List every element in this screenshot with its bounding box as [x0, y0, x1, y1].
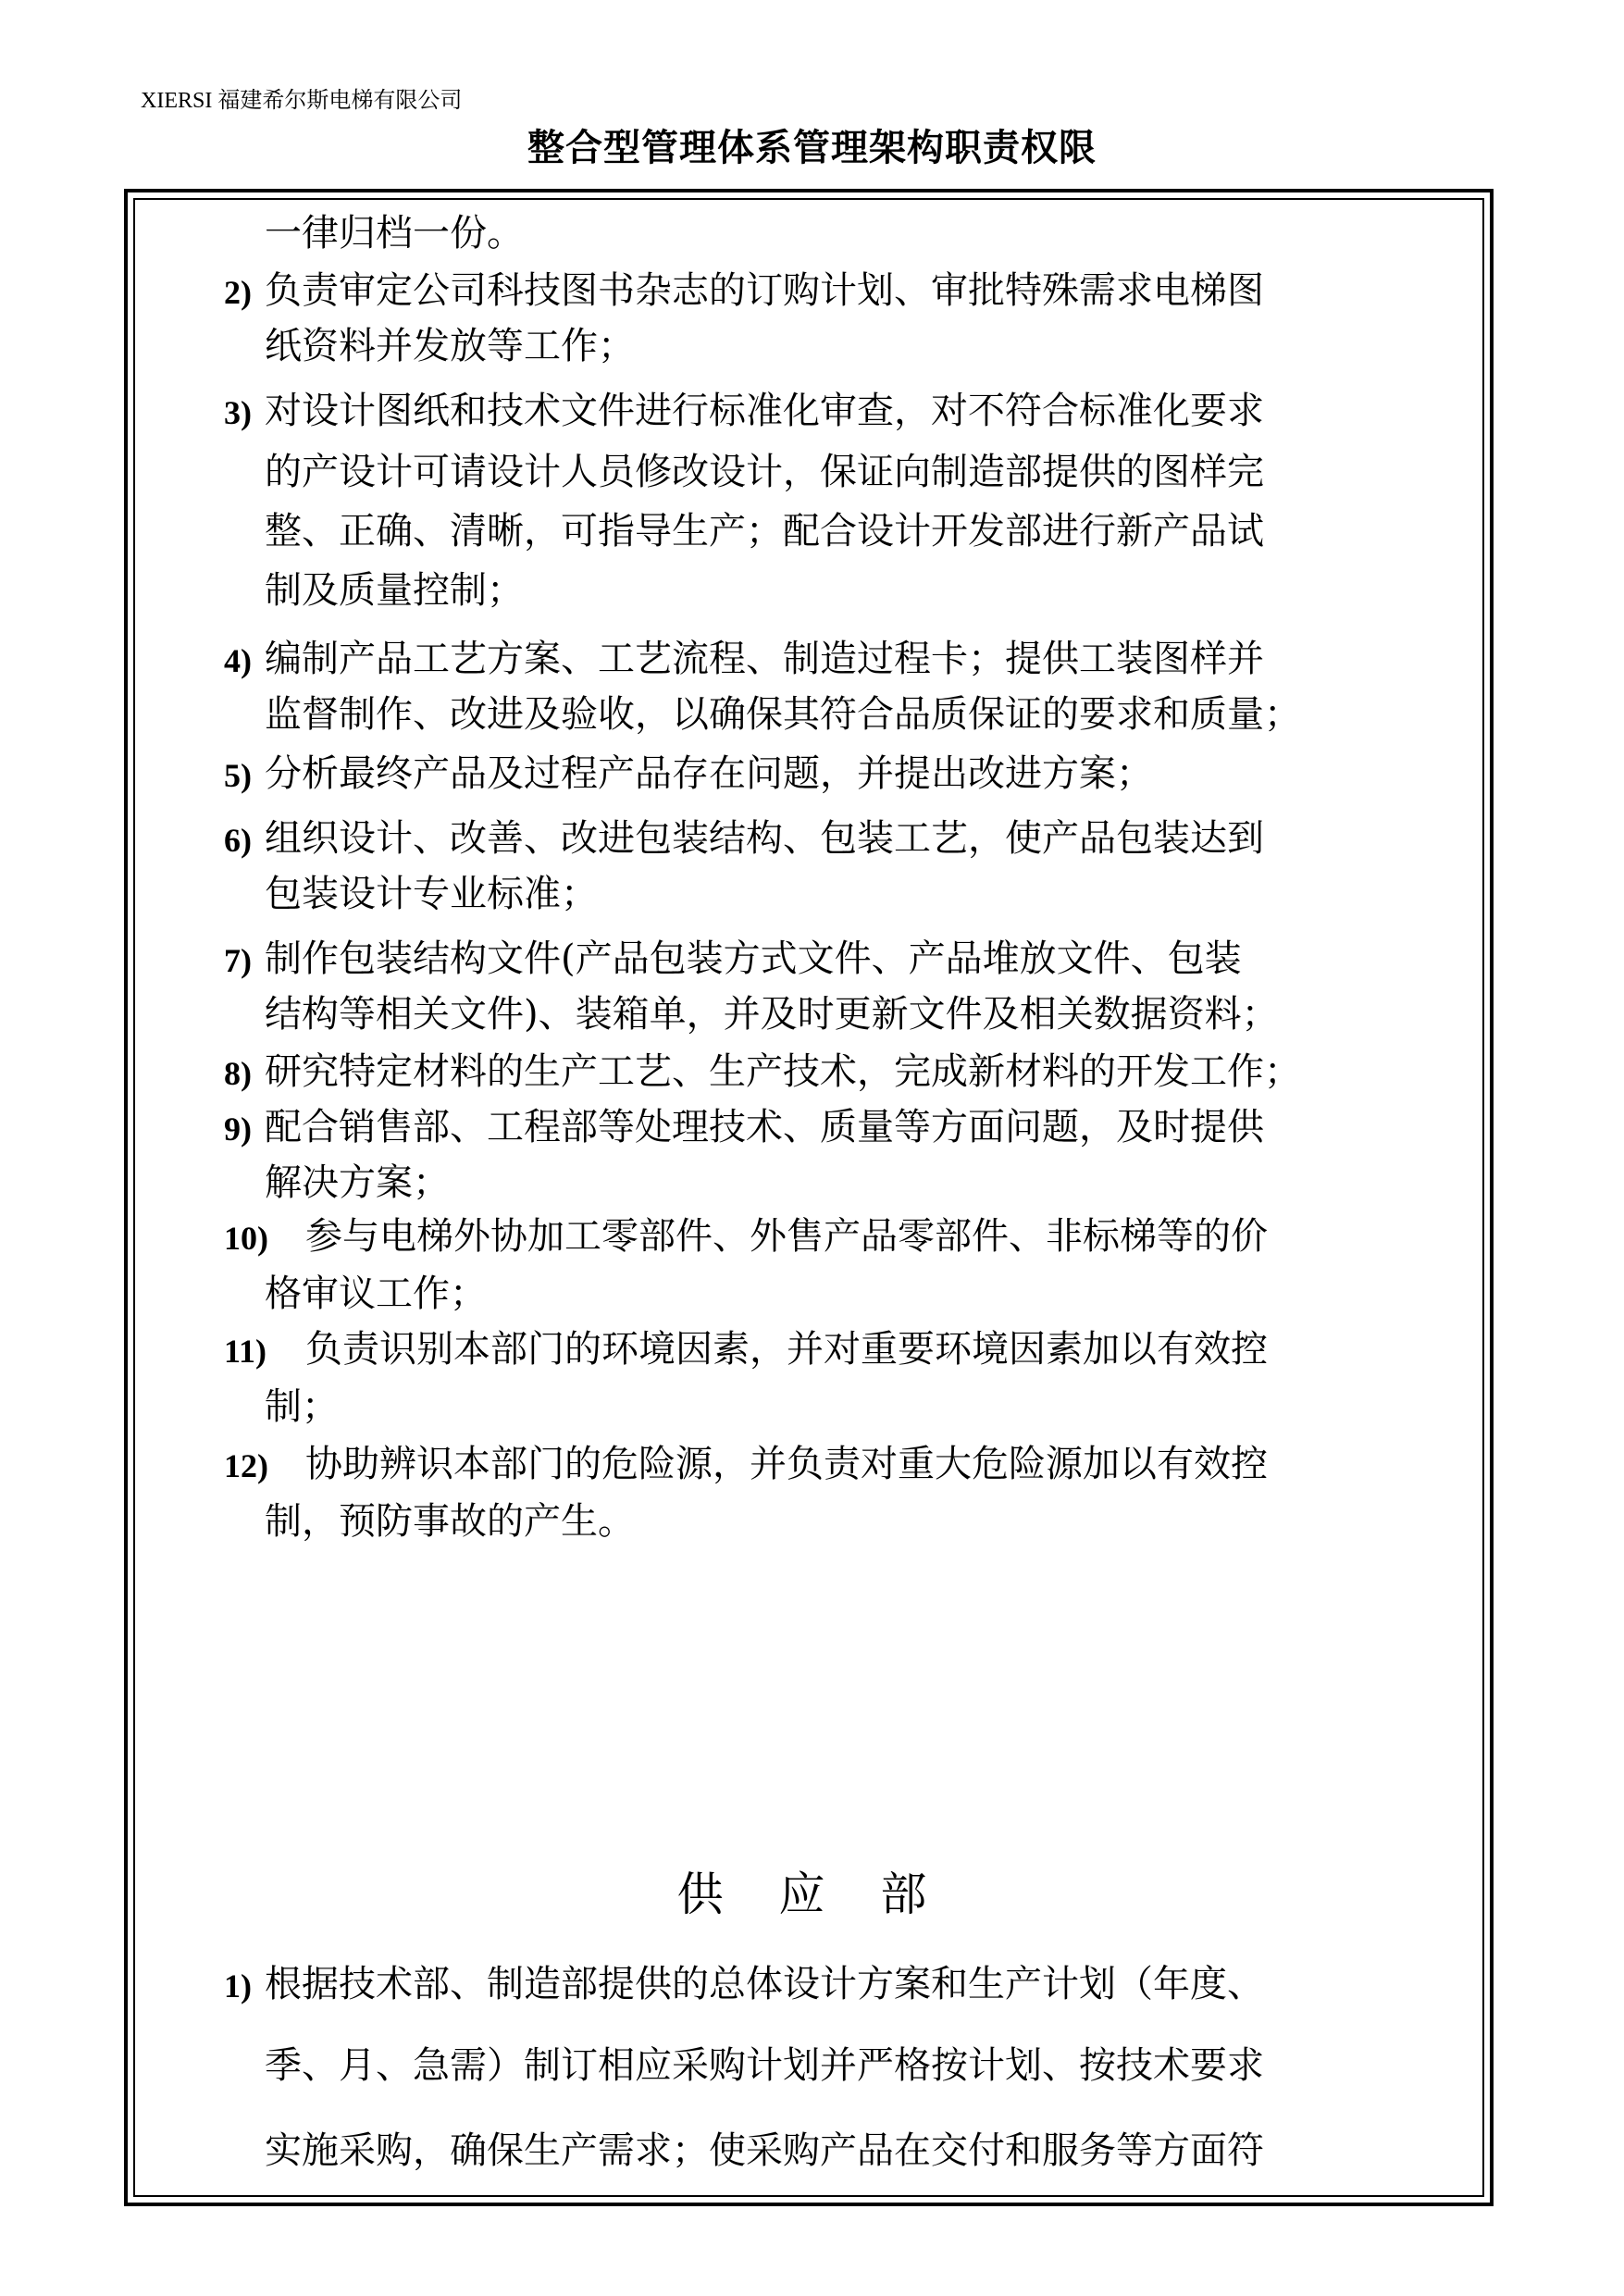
tech-item-line: 分析最终产品及过程产品存在问题，并提出改进方案； [265, 752, 1153, 795]
tech-item-line: 一律归档一份。 [265, 212, 524, 254]
tech-item-line: 的产设计可请设计人员修改设计，保证向制造部提供的图样完 [265, 451, 1264, 493]
supply-item-number: 1) [224, 1967, 252, 2004]
tech-item-line: 参与电梯外协加工零部件、外售产品零部件、非标梯等的价 [305, 1215, 1268, 1258]
tech-item-line: 解决方案； [265, 1161, 450, 1204]
supply-item-line: 实施采购，确保生产需求；使采购产品在交付和服务等方面符 [265, 2129, 1264, 2172]
tech-item-number: 11) [224, 1333, 267, 1370]
tech-item-line: 监督制作、改进及验收，以确保其符合品质保证的要求和质量； [265, 693, 1301, 736]
tech-item-line: 格审议工作； [265, 1272, 487, 1315]
document-title: 整合型管理体系管理架构职责权限 [527, 126, 1097, 169]
tech-item-number: 10) [224, 1220, 268, 1257]
tech-item-line: 研究特定材料的生产工艺、生产技术，完成新材料的开发工作； [265, 1050, 1301, 1093]
tech-item-line: 组织设计、改善、改进包装结构、包装工艺，使产品包装达到 [265, 817, 1264, 860]
tech-item-line: 制及质量控制； [265, 569, 524, 612]
tech-item-number: 9) [224, 1111, 252, 1148]
tech-item-line: 编制产品工艺方案、工艺流程、制造过程卡；提供工装图样并 [265, 638, 1264, 680]
tech-item-line: 对设计图纸和技术文件进行标准化审查，对不符合标准化要求 [265, 390, 1264, 432]
tech-item-number: 2) [224, 274, 252, 311]
tech-item-line: 制，预防事故的产生。 [265, 1500, 635, 1543]
tech-item-line: 整、正确、清晰，可指导生产；配合设计开发部进行新产品试 [265, 510, 1264, 552]
tech-item-number: 4) [224, 642, 252, 679]
tech-item-line: 配合销售部、工程部等处理技术、质量等方面问题，及时提供 [265, 1106, 1264, 1148]
tech-item-number: 7) [224, 942, 252, 979]
tech-item-number: 6) [224, 822, 252, 859]
tech-item-line: 制； [265, 1385, 339, 1428]
tech-item-line: 结构等相关文件)、装箱单，并及时更新文件及相关数据资料； [265, 993, 1279, 1036]
tech-item-number: 8) [224, 1055, 252, 1092]
supply-item-line: 季、月、急需）制订相应采购计划并严格按计划、按技术要求 [265, 2044, 1264, 2087]
tech-item-line: 制作包装结构文件(产品包装方式文件、产品堆放文件、包装 [265, 937, 1242, 980]
tech-item-line: 负责审定公司科技图书杂志的订购计划、审批特殊需求电梯图 [265, 269, 1264, 312]
tech-item-line: 负责识别本部门的环境因素，并对重要环境因素加以有效控 [305, 1328, 1268, 1371]
tech-item-line: 协助辨识本部门的危险源，并负责对重大危险源加以有效控 [305, 1443, 1268, 1485]
tech-item-number: 3) [224, 394, 252, 431]
company-header: XIERSI 福建希尔斯电梯有限公司 [141, 89, 463, 113]
tech-item-number: 5) [224, 757, 252, 794]
tech-item-line: 包装设计专业标准； [265, 873, 598, 915]
tech-item-line: 纸资料并发放等工作； [265, 325, 635, 367]
supply-item-line: 根据技术部、制造部提供的总体设计方案和生产计划（年度、 [265, 1963, 1264, 2005]
section-title-supply: 供 应 部 [676, 1868, 948, 1921]
tech-item-number: 12) [224, 1447, 268, 1484]
